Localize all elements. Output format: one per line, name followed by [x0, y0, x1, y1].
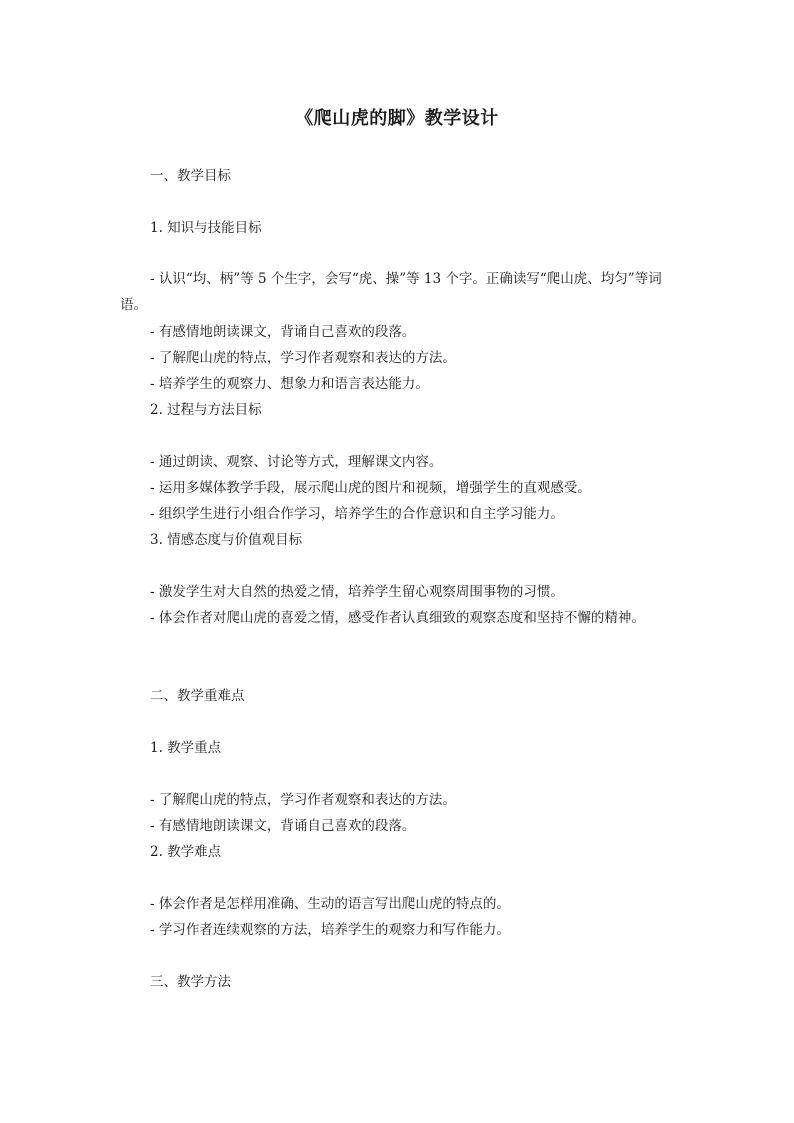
list-item: - 运用多媒体教学手段，展示爬山虎的图片和视频，增强学生的直观感受。 — [150, 480, 591, 496]
list-item: - 学习作者连续观察的方法，培养学生的观察力和写作能力。 — [150, 922, 510, 938]
list-item: - 培养学生的观察力、想象力和语言表达能力。 — [150, 376, 429, 392]
subheading-teaching-difficulty: 2. 教学难点 — [150, 844, 222, 860]
list-item: - 通过朗读、观察、讨论等方式，理解课文内容。 — [150, 454, 443, 470]
list-item: - 体会作者是怎样用准确、生动的语言写出爬山虎的特点的。 — [150, 896, 510, 912]
list-item: - 了解爬山虎的特点，学习作者观察和表达的方法。 — [150, 792, 456, 808]
list-item: - 组织学生进行小组合作学习，培养学生的合作意识和自主学习能力。 — [150, 506, 564, 522]
subheading-teaching-focus: 1. 教学重点 — [150, 740, 222, 756]
section-heading-key-points: 二、教学重难点 — [150, 688, 245, 704]
list-item: - 激发学生对大自然的热爱之情，培养学生留心观察周围事物的习惯。 — [150, 584, 564, 600]
subheading-process-method: 2. 过程与方法目标 — [150, 402, 262, 418]
document-title: 《爬山虎的脚》教学设计 — [295, 108, 499, 129]
list-item: - 认识“均、柄”等 5 个生字，会写“虎、操”等 13 个字。正确读写“爬山虎、均匀”等词语。 — [120, 271, 662, 313]
list-item: - 了解爬山虎的特点，学习作者观察和表达的方法。 — [150, 350, 456, 366]
subheading-emotion-values: 3. 情感态度与价值观目标 — [150, 532, 303, 548]
section-heading-methods: 三、教学方法 — [150, 974, 231, 990]
subheading-knowledge-skills: 1. 知识与技能目标 — [150, 220, 262, 236]
list-item: - 有感情地朗读课文，背诵自己喜欢的段落。 — [150, 818, 416, 834]
list-item: - 体会作者对爬山虎的喜爱之情，感受作者认真细致的观察态度和坚持不懈的精神。 — [150, 610, 645, 626]
list-item: - 有感情地朗读课文，背诵自己喜欢的段落。 — [150, 324, 416, 340]
section-heading-goals: 一、教学目标 — [150, 168, 231, 184]
